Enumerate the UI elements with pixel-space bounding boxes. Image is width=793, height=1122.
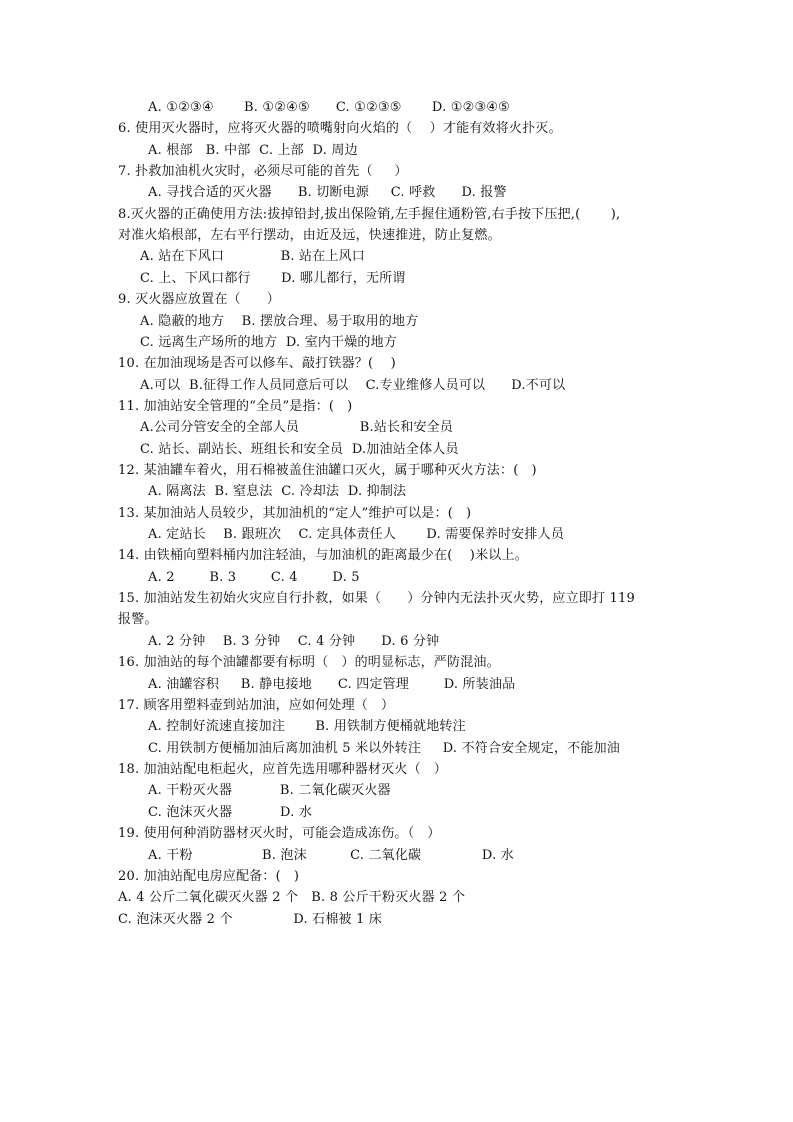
question-text: 18. 加油站配电柜起火，应首先选用哪种器材灭火（ ） — [118, 762, 448, 777]
answer-options: A. 干粉 B. 泡沫 C. 二氧化碳 D. 水 — [148, 848, 514, 863]
answer-options: A. 4 公斤二氧化碳灭火器 2 个 B. 8 公斤干粉灭火器 2 个 — [118, 890, 466, 905]
question-text: 10. 在加油现场是否可以修车、敲打铁器？( ) — [118, 356, 396, 371]
answer-options: A. 2 分钟 B. 3 分钟 C. 4 分钟 D. 6 分钟 — [148, 634, 440, 649]
question-text: 16. 加油站的每个油罐都要有标明（ ）的明显标志，严防混油。 — [118, 655, 500, 670]
answer-options: C. 泡沫灭火器 D. 水 — [148, 805, 313, 820]
answer-options: A. 定站长 B. 跟班次 C. 定具体责任人 D. 需要保养时安排人员 — [148, 527, 565, 542]
question-text: 14. 由铁桶向塑料桶内加注轻油，与加油机的距离最少在( )米以上。 — [118, 548, 528, 563]
answer-options: A.公司分管安全的全部人员 B.站长和安全员 — [140, 420, 454, 435]
answer-options: A. 油罐容积 B. 静电接地 C. 四定管理 D. 所装油品 — [148, 677, 516, 692]
answer-options: A. 隐蔽的地方 B. 摆放合理、易于取用的地方 — [140, 314, 419, 329]
question-text: 6. 使用灭火器时，应将灭火器的喷嘴射向火焰的（ ）才能有效将火扑灭。 — [118, 121, 562, 136]
answer-options: C. 用铁制方便桶加油后离加油机 5 米以外转注 D. 不符合安全规定，不能加油 — [148, 741, 620, 756]
question-text: 20. 加油站配电房应配备：( ) — [118, 869, 300, 884]
answer-options: A. 2 B. 3 C. 4 D. 5 — [148, 570, 360, 585]
answer-options: C. 站长、副站长、班组长和安全员 D.加油站全体人员 — [140, 442, 459, 457]
answer-options: A. 干粉灭火器 B. 二氧化碳灭火器 — [148, 783, 391, 798]
answer-options: C. 远离生产场所的地方 D. 室内干燥的地方 — [140, 335, 398, 350]
question-text: 9. 灭火器应放置在（ ） — [118, 292, 280, 307]
answer-options: A. 隔离法 B. 窒息法 C. 冷却法 D. 抑制法 — [148, 484, 407, 499]
question-text: 7. 扑救加油机火灾时，必须尽可能的首先（ ） — [118, 164, 408, 179]
answer-options: A. 控制好流速直接加注 B. 用铁制方便桶就地转注 — [148, 719, 466, 734]
answer-options: A. 根部 B. 中部 C. 上部 D. 周边 — [148, 143, 358, 158]
question-text: 对准火焰根部，左右平行摆动，由近及远，快速推进，防止复燃。 — [118, 228, 501, 243]
answer-options: A. ①②③④ B. ①②④⑤ C. ①②③⑤ D. ①②③④⑤ — [148, 100, 511, 115]
question-text: 17. 顾客用塑料壶到站加油，应如何处理（ ） — [118, 698, 395, 713]
answer-options: A.可以 B.征得工作人员同意后可以 C.专业维修人员可以 D.不可以 — [140, 378, 566, 393]
answer-options: A. 站在下风口 B. 站在上风口 — [140, 249, 365, 264]
question-text: 15. 加油站发生初始火灾应自行扑救，如果（ ）分钟内无法扑灭火势，应立即打 119 — [118, 591, 635, 606]
question-text: 13. 某加油站人员较少，其加油机的“定人”维护可以是：( ) — [118, 506, 472, 521]
question-text: 19. 使用何种消防器材灭火时，可能会造成冻伤。（ ） — [118, 826, 441, 841]
question-text: 8.灭火器的正确使用方法:拔掉铅封,拔出保险销,左手握住通粉管,右手按下压把,( ), — [118, 207, 621, 222]
answer-options: C. 上、下风口都行 D. 哪儿都行，无所谓 — [140, 271, 406, 286]
answer-options: A. 寻找合适的灭火器 B. 切断电源 C. 呼救 D. 报警 — [148, 185, 507, 200]
question-text: 12. 某油罐车着火，用石棉被盖住油罐口灭火，属于哪种灭火方法：( ) — [118, 463, 537, 478]
question-text: 报警。 — [118, 612, 158, 627]
question-text: 11. 加油站安全管理的“全员”是指：( ) — [118, 399, 353, 414]
answer-options: C. 泡沫灭火器 2 个 D. 石棉被 1 床 — [118, 912, 383, 927]
